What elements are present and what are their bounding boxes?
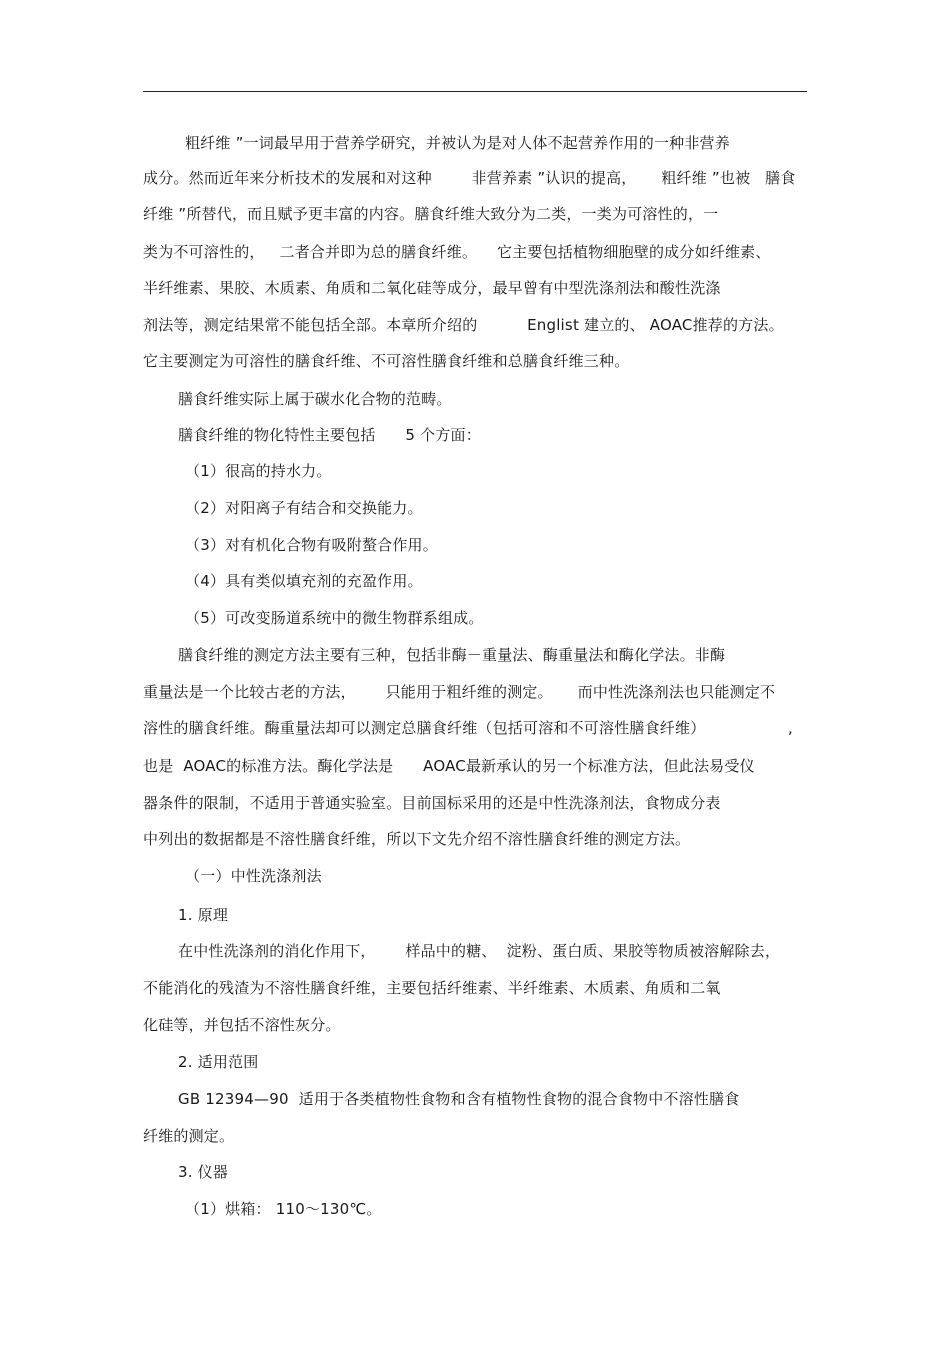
section-heading: （一）中性洗涤剂法 [185,867,322,885]
paragraph-line: 粗纤维 ”一词最早用于营养学研究，并被认为是对人体不起营养作用的一种非营养 [185,134,730,152]
paragraph-line: 在中性洗涤剂的消化作用下， 样品中的糖、 淀粉、蛋白质、果胶等物质被溶解除去， [178,942,781,960]
paragraph-line: 它主要测定为可溶性的膳食纤维、不可溶性膳食纤维和总膳食纤维三种。 [143,352,630,370]
paragraph-line: 纤维的测定。 [143,1127,235,1145]
paragraph-line: 半纤维素、果胶、木质素、角质和二氧化硅等成分，最早曾有中型洗涤剂法和酸性洗涤 [143,279,721,297]
header-rule [143,91,807,92]
list-item: （3）对有机化合物有吸附螯合作用。 [185,536,438,554]
list-item: （1）烘箱： 110～130℃。 [185,1200,382,1218]
paragraph-line: 中列出的数据都是不溶性膳食纤维，所以下文先介绍不溶性膳食纤维的测定方法。 [143,830,691,848]
subsection-heading: 2. 适用范围 [178,1053,259,1071]
paragraph-line: 也是 AOAC的标准方法。酶化学法是 AOAC最新承认的另一个标准方法，但此法易受仪 [143,757,755,775]
list-item: （2）对阳离子有结合和交换能力。 [185,499,423,517]
paragraph-line: 溶性的膳食纤维。酶重量法却可以测定总膳食纤维（包括可溶和不可溶性膳食纤维） [143,719,706,737]
paragraph-line: 类为不可溶性的， 二者合并即为总的膳食纤维。 它主要包括植物细胞壁的成分如纤维素、 [143,243,771,261]
list-item: （1）很高的持水力。 [185,462,332,480]
list-item: （5）可改变肠道系统中的微生物群系组成。 [185,609,484,627]
paragraph-line: 剂法等，测定结果常不能包括全部。本章所介绍的 Englist 建立的、 AOAC推荐的方法。 [143,316,784,334]
paragraph-line: 化硅等，并包括不溶性灰分。 [143,1016,341,1034]
paragraph-line: 膳食纤维的物化特性主要包括 5 个方面： [178,426,481,444]
paragraph-line: GB 12394—90 适用于各类植物性食物和含有植物性食物的混合食物中不溶性膳食 [178,1090,740,1108]
trailing-comma: , [788,719,793,737]
paragraph-line: 不能消化的残渣为不溶性膳食纤维，主要包括纤维素、半纤维素、木质素、角质和二氧 [143,979,721,997]
list-item: （4）具有类似填充剂的充盈作用。 [185,572,423,590]
subsection-heading: 3. 仪器 [178,1163,229,1181]
paragraph-line: 膳食纤维的测定方法主要有三种，包括非酶－重量法、酶重量法和酶化学法。非酶 [178,646,726,664]
paragraph-line: 重量法是一个比较古老的方法， 只能用于粗纤维的测定。 而中性洗涤剂法也只能测定不 [143,683,776,701]
paragraph-line: 器条件的限制，不适用于普通实验室。目前国标采用的还是中性洗涤剂法，食物成分表 [143,794,721,812]
paragraph-line: 膳食纤维实际上属于碳水化合物的范畴。 [178,390,452,408]
paragraph-line: 成分。然而近年来分析技术的发展和对这种 非营养素 ”认识的提高， 粗纤维 ”也被 膳食 [143,169,796,187]
subsection-heading: 1. 原理 [178,906,229,924]
paragraph-line: 纤维 ”所替代，而且赋予更丰富的内容。膳食纤维大致分为二类，一类为可溶性的，一 [143,205,719,223]
